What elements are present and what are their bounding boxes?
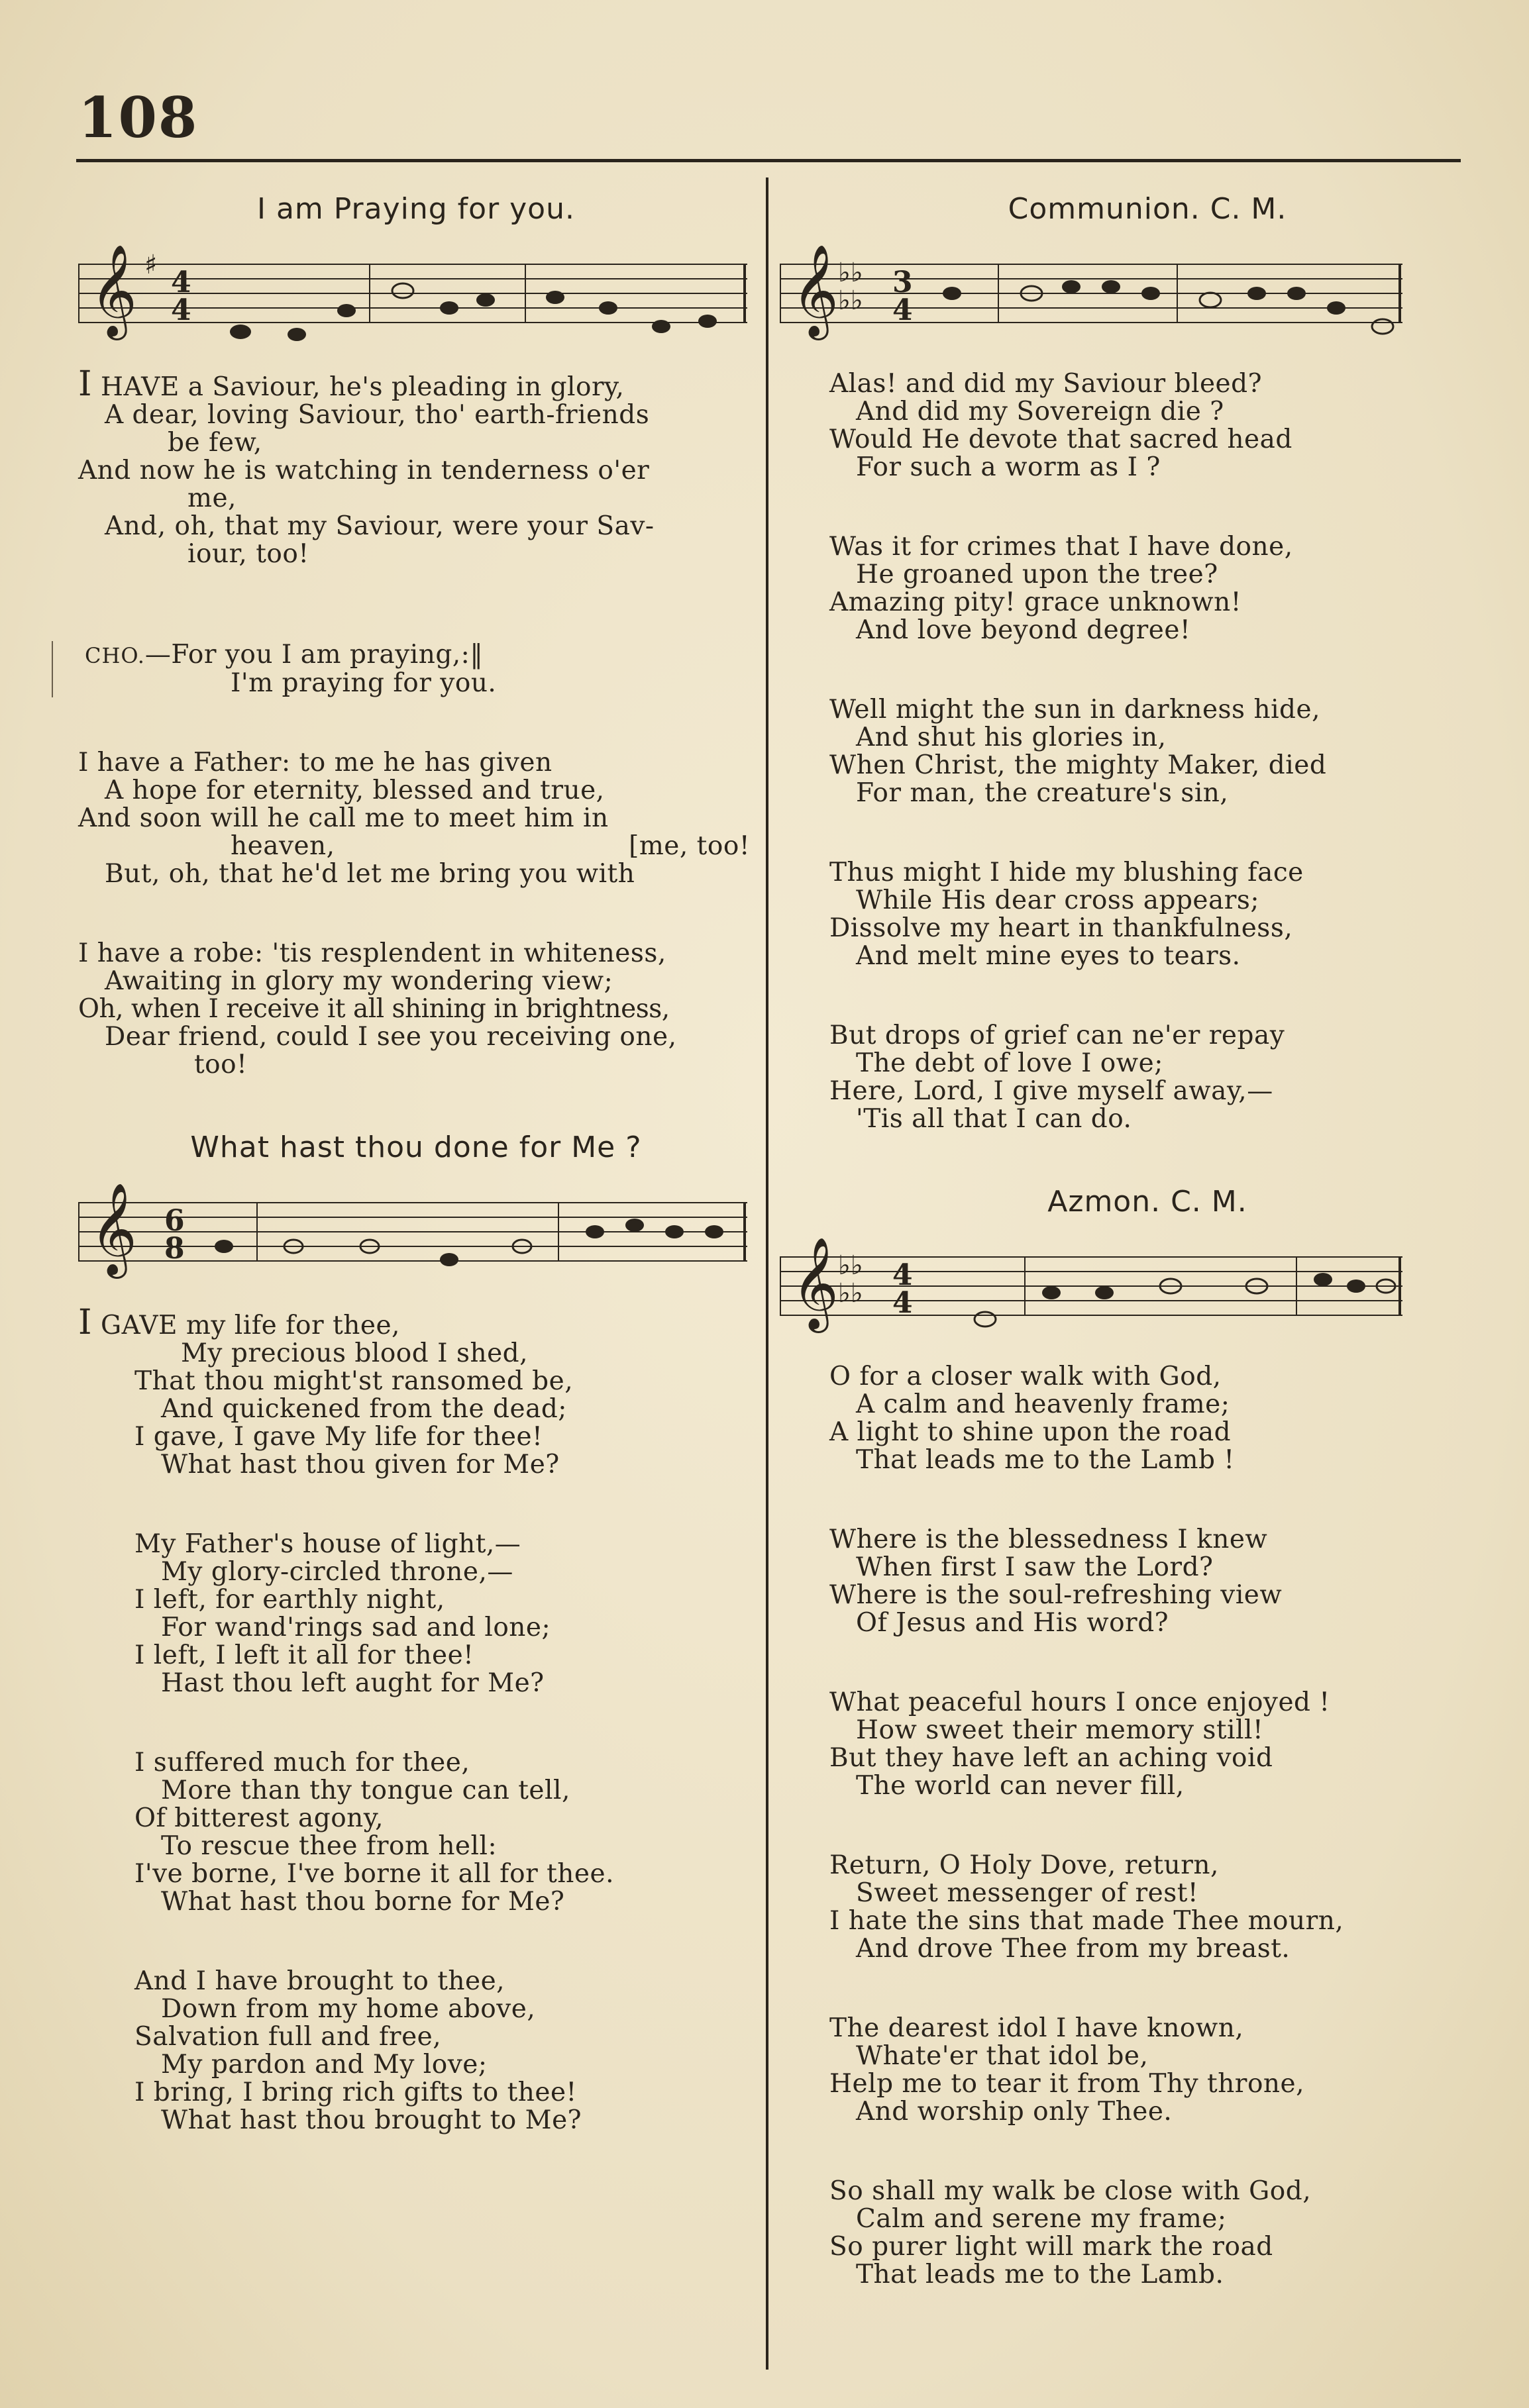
chorus — [52, 641, 754, 697]
stanza — [829, 859, 1459, 970]
verse-line: So shall my walk be close with God, — [829, 2176, 1312, 2206]
chorus-line: I'm praying for you. — [231, 668, 497, 698]
hymn-what-hast-thou-done — [78, 1130, 754, 2134]
svg-text:♭♭: ♭♭ — [838, 285, 863, 316]
verse-line: To rescue thee from hell: — [161, 1831, 498, 1861]
verse-line: While His dear cross appears; — [856, 885, 1260, 915]
verse-line: So purer light will mark the road — [829, 2232, 1273, 2262]
verse-line: What peaceful hours I once enjoyed ! — [829, 1687, 1330, 1717]
hymn-title: Azmon. C. M. — [1047, 1185, 1247, 1219]
verse-line: What hast thou brought to Me? — [161, 2105, 582, 2135]
stanza — [829, 370, 1459, 481]
stanza — [78, 1303, 754, 1480]
verse-line: And, oh, that my Saviour, were your Sav- — [105, 511, 655, 541]
verse-line: Oh, when I receive it all shining in brightness, — [78, 994, 670, 1024]
svg-text:4: 4 — [171, 293, 191, 327]
verse-line: I suffered much for thee, — [134, 1748, 470, 1778]
verse-line: And shut his glories in, — [856, 723, 1167, 752]
stanza — [829, 696, 1459, 807]
svg-text:4: 4 — [892, 293, 913, 327]
verse-line: Well might the sun in darkness hide, — [829, 695, 1320, 725]
verse-line: Calm and serene my frame; — [856, 2204, 1227, 2234]
right-column — [792, 192, 1459, 2289]
stanza — [78, 1968, 754, 2134]
verse-line: My pardon and My love; — [161, 2050, 488, 2080]
verse-line: Return, O Holy Dove, return, — [829, 1850, 1219, 1880]
verse-line: Was it for crimes that I have done, — [829, 532, 1293, 562]
verse-line: And drove Thee from my breast. — [856, 1934, 1291, 1964]
hymn-azmon — [792, 1185, 1459, 2289]
stanza — [829, 1363, 1459, 1474]
svg-text:♭♭: ♭♭ — [838, 1250, 863, 1281]
verse-line: too! — [194, 1050, 248, 1079]
header-rule — [76, 159, 1461, 162]
stanza — [78, 1530, 754, 1697]
stanza — [829, 2015, 1459, 2126]
verse-line: But drops of grief can ne'er repay — [829, 1021, 1285, 1050]
stanza — [829, 533, 1459, 644]
svg-text:𝄞: 𝄞 — [90, 244, 137, 336]
svg-text:4: 4 — [892, 1258, 913, 1292]
verse-line: And quickened from the dead; — [161, 1394, 567, 1424]
verse-line: I left, for earthly night, — [134, 1585, 445, 1615]
verse-line: O for a closer walk with God, — [829, 1362, 1222, 1391]
verse-line: A dear, loving Saviour, tho' earth-friends — [105, 400, 650, 430]
verse-line: The debt of love I owe; — [856, 1048, 1163, 1078]
hymn-communion — [792, 192, 1459, 1134]
verse-line: iour, too! — [187, 539, 309, 569]
verse-line: When Christ, the mighty Maker, died — [829, 750, 1327, 780]
verse-line: And I have brought to thee, — [134, 1966, 505, 1996]
svg-text:𝄞: 𝄞 — [792, 244, 839, 336]
chorus-label: CHO. — [85, 643, 145, 668]
verse-line: Down from my home above, — [161, 1994, 536, 2024]
verse-line: Alas! and did my Saviour bleed? — [829, 369, 1263, 399]
verse-line: For wand'rings sad and lone; — [161, 1613, 551, 1642]
verse-line: But, oh, that he'd let me bring you with — [105, 859, 635, 889]
stanza — [829, 1852, 1459, 1963]
svg-text:4: 4 — [171, 266, 191, 299]
verse-line: I GAVE my life for thee, — [78, 1303, 400, 1342]
svg-text:3: 3 — [892, 266, 913, 299]
hymn-title: Communion. C. M. — [1008, 192, 1287, 226]
music-staff — [780, 244, 1402, 344]
verse-line: And now he is watching in tenderness o'er — [78, 456, 650, 485]
verse-line: be few, — [168, 428, 262, 458]
verse-line: A hope for eternity, blessed and true, — [105, 776, 605, 805]
verse-line: More than thy tongue can tell, — [161, 1776, 570, 1805]
stanza — [78, 1749, 754, 1916]
hymn-i-am-praying — [78, 192, 754, 1079]
verse-line: heaven, — [231, 831, 335, 861]
verse-line: I left, I left it all for thee! — [134, 1640, 474, 1670]
verse-line: Hast thou left aught for Me? — [161, 1668, 545, 1698]
verse-line: [me, too! — [629, 831, 750, 861]
chorus-text: —For you I am praying,:‖ — [144, 640, 484, 670]
stanza — [829, 1689, 1459, 1800]
stanza — [78, 749, 754, 888]
page-number: 108 — [78, 85, 199, 150]
verse-line: Whate'er that idol be, — [856, 2041, 1149, 2071]
verse-line: And love beyond degree! — [856, 615, 1191, 645]
hymn-title: What hast thou done for Me ? — [190, 1130, 642, 1164]
column-divider — [766, 177, 768, 2370]
stanza — [78, 364, 754, 569]
verse-line: Amazing pity! grace unknown! — [829, 587, 1241, 617]
verse-line: I hate the sins that made Thee mourn, — [829, 1906, 1344, 1936]
stanza — [829, 2178, 1459, 2289]
svg-text:♭♭: ♭♭ — [838, 1278, 863, 1309]
music-staff — [780, 1237, 1402, 1336]
verse-line: Sweet messenger of rest! — [856, 1878, 1199, 1908]
verse-line: Salvation full and free, — [134, 2022, 442, 2052]
stanza — [829, 1022, 1459, 1133]
svg-text:4: 4 — [892, 1286, 913, 1320]
stanza — [829, 1526, 1459, 1637]
sharp-sign: ♯ — [144, 250, 158, 280]
verse-line: And soon will he call me to meet him in — [78, 803, 609, 833]
verse-line: For man, the creature's sin, — [856, 778, 1229, 808]
verse-line: The dearest idol I have known, — [829, 2013, 1244, 2043]
verse-line: My Father's house of light,— — [134, 1529, 521, 1559]
verse-line: That leads me to the Lamb. — [856, 2260, 1224, 2289]
music-staff — [78, 244, 747, 344]
verse-line: I have a robe: 'tis resplendent in whiteness, — [78, 938, 666, 968]
verse-line: And did my Sovereign die ? — [856, 397, 1224, 426]
verse-line: My precious blood I shed, — [181, 1338, 529, 1368]
verse-line: Here, Lord, I give myself away,— — [829, 1076, 1273, 1106]
verse-line: I have a Father: to me he has given — [78, 748, 553, 778]
verse-line: When first I saw the Lord? — [856, 1552, 1214, 1582]
verse-line: He groaned upon the tree? — [856, 560, 1218, 589]
svg-text:8: 8 — [164, 1232, 185, 1266]
verse-line: Would He devote that sacred head — [829, 425, 1292, 454]
verse-line: Help me to tear it from Thy throne, — [829, 2069, 1305, 2099]
verse-line: A light to shine upon the road — [829, 1417, 1232, 1447]
verse-line: 'Tis all that I can do. — [856, 1104, 1132, 1134]
verse-line: Of Jesus and His word? — [856, 1608, 1169, 1638]
verse-line: And melt mine eyes to tears. — [856, 941, 1241, 971]
verse-line: Thus might I hide my blushing face — [829, 858, 1304, 887]
verse-line: me, — [187, 483, 237, 513]
left-column — [78, 192, 754, 2186]
svg-text:♭♭: ♭♭ — [838, 258, 863, 288]
verse-line: Dear friend, could I see you receiving one, — [105, 1022, 677, 1052]
verse-line: How sweet their memory still! — [856, 1715, 1264, 1745]
verse-line: That leads me to the Lamb ! — [856, 1445, 1235, 1475]
verse-line: And worship only Thee. — [856, 2097, 1173, 2127]
verse-line: I HAVE a Saviour, he's pleading in glory, — [78, 364, 625, 404]
svg-text:𝄞: 𝄞 — [90, 1183, 137, 1275]
verse-line: Where is the blessedness I knew — [829, 1525, 1268, 1554]
hymn-title: I am Praying for you. — [257, 192, 575, 226]
verse-line-split — [78, 832, 754, 860]
verse-line: For such a worm as I ? — [856, 452, 1161, 482]
music-staff — [78, 1183, 747, 1282]
svg-text:𝄞: 𝄞 — [792, 1237, 839, 1329]
verse-line: Dissolve my heart in thankfulness, — [829, 913, 1293, 943]
verse-line: I gave, I gave My life for thee! — [134, 1422, 543, 1452]
verse-line: Awaiting in glory my wondering view; — [105, 966, 613, 996]
verse-line: I bring, I bring rich gifts to thee! — [134, 2078, 577, 2107]
verse-line: Where is the soul-refreshing view — [829, 1580, 1283, 1610]
verse-line: A calm and heavenly frame; — [856, 1389, 1230, 1419]
verse-line: My glory-circled throne,— — [161, 1557, 513, 1587]
stanza — [78, 940, 754, 1079]
verse-line: But they have left an aching void — [829, 1743, 1273, 1773]
svg-text:6: 6 — [164, 1204, 185, 1238]
verse-line: The world can never fill, — [856, 1771, 1185, 1801]
verse-line: What hast thou given for Me? — [161, 1450, 560, 1480]
verse-line: Of bitterest agony, — [134, 1803, 384, 1833]
verse-line: What hast thou borne for Me? — [161, 1887, 565, 1917]
verse-line: That thou might'st ransomed be, — [134, 1366, 574, 1396]
chorus-line — [85, 641, 754, 670]
verse-line: I've borne, I've borne it all for thee. — [134, 1859, 614, 1889]
